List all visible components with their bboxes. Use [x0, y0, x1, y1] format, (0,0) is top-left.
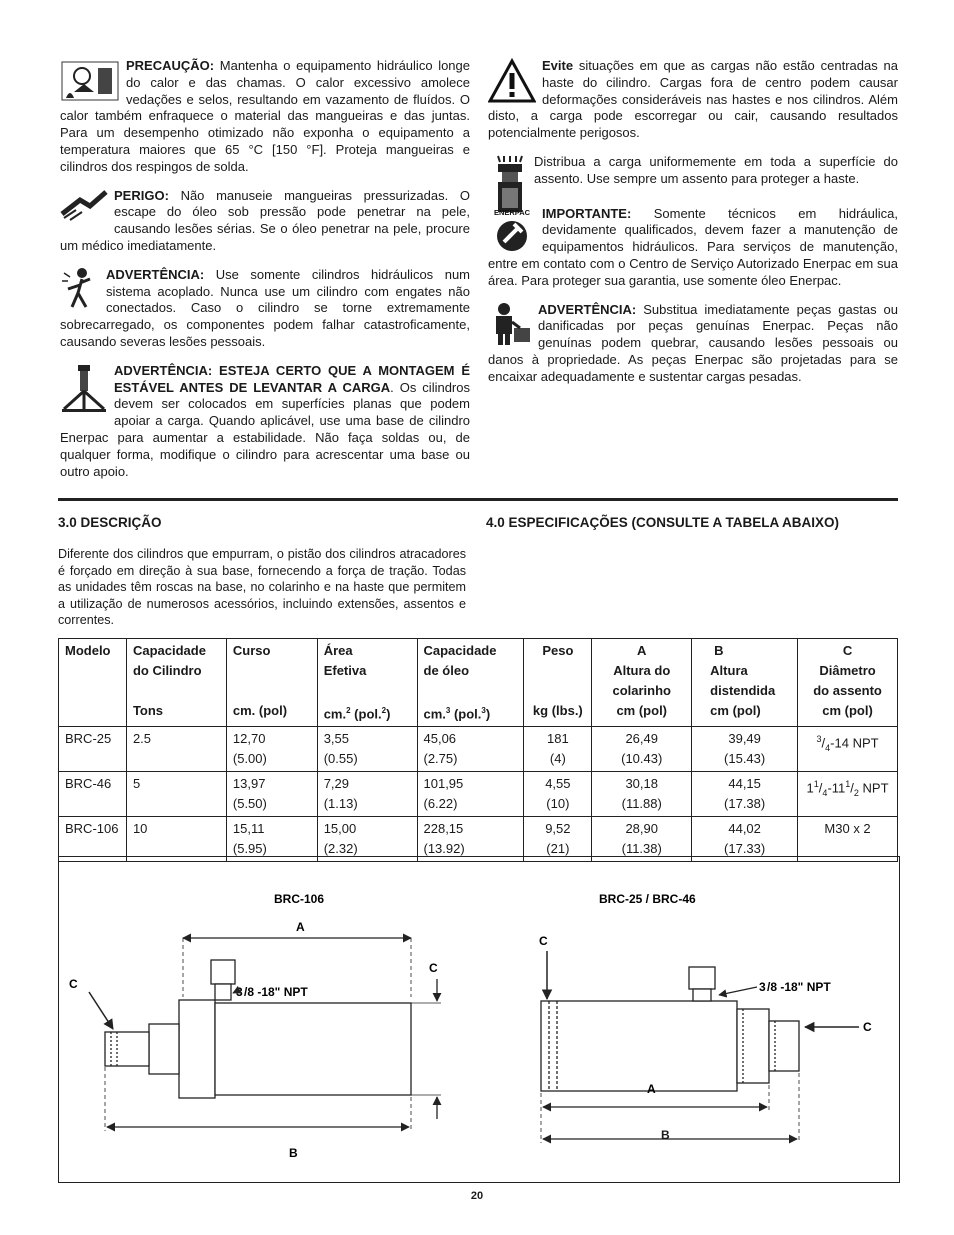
stroke-cm: 12,70 — [232, 731, 266, 747]
section-3-body: Diferente dos cilindros que empurram, o pistão dos cilindros atracadores é forçado em direção à sua base, fornecendo a força de tração. Todas as unidades têm roscas na base, no colarinho e na haste que permitem a utilização de numerosos acessórios, incluindo extensões, assentos e correntes. — [58, 547, 466, 628]
weight-kg: 9,52 — [545, 821, 571, 837]
b-in: (17.33) — [724, 841, 766, 857]
header-modelo: Modelo — [59, 639, 127, 727]
section-specifications — [486, 514, 866, 532]
a-cm: 28,90 — [625, 821, 658, 837]
c-cell: M30 x 2 — [824, 821, 871, 837]
heat-warning-icon — [60, 58, 120, 104]
header-a: A Altura do colarinho cm (pol) — [592, 639, 692, 727]
b-in: (17.38) — [724, 796, 766, 812]
parts-warning-label: ADVERTÊNCIA: — [538, 301, 637, 317]
area-in: (2.32) — [323, 841, 358, 857]
parts-warning-text: Substitua imediatamente peças gastas ou danificadas por peças genuínas Enerpac. Peças não genuínas podem quebrar, causando lesões pessoais ou danos à propriedade. As peças Enerpac são projetadas para se encaixar adequadamente e sustentar cargas pesadas. — [488, 301, 898, 384]
brc-106-title: BRC-106 — [274, 892, 325, 906]
header-capacidade: Capacidade do Cilindro Tons — [126, 639, 226, 727]
dim-c-label-right-top: C — [539, 934, 548, 948]
area-cm: 15,00 — [323, 821, 357, 837]
brc-25-46-title: BRC-25 / BRC-46 — [599, 892, 696, 906]
section-4-title: 4.0 ESPECIFICAÇÕES (CONSULTE A TABELA ABAIXO) — [486, 515, 840, 530]
table-header-row — [59, 639, 898, 727]
dim-a-label-left: A — [296, 920, 305, 934]
left-column — [60, 58, 470, 492]
stroke-in: (5.50) — [232, 796, 267, 812]
b-cm: 44,02 — [728, 821, 761, 837]
coupler-warning-text: Use somente cilindros hidráulicos num sistema acoplado. Nunca use um cilindro com engates não conectados. Caso o cilindro se torne extremamente sobrecarregado, os componentes podem falhar catastroficamente, causando severas lesões pessoais. — [60, 266, 470, 349]
stroke-cm: 13,97 — [232, 776, 266, 792]
header-curso: Curso cm. (pol) — [226, 639, 317, 727]
danger-label: PERIGO: — [114, 187, 169, 203]
a-cm: 30,18 — [625, 776, 658, 792]
mechanic-icon — [488, 302, 532, 346]
stability-warning-label: ADVERTÊNCIA: ESTEJA CERTO QUE A MONTAGEM É ESTÁVEL ANTES DE LEVANTAR A CARGA — [114, 362, 470, 395]
stroke-cm: 15,11 — [232, 821, 265, 837]
header-peso: Peso kg (lbs.) — [524, 639, 592, 727]
area-cm: 7,29 — [323, 776, 350, 792]
cylinder-diagram-box — [58, 856, 900, 1183]
c-cell: $^3/_4-14$ NPT — [816, 734, 879, 754]
important-paragraph — [488, 206, 898, 290]
oil-in: (6.22) — [423, 796, 458, 812]
section-divider — [58, 498, 898, 501]
brc-106-cylinder — [105, 960, 411, 1098]
area-in: (0.55) — [323, 751, 358, 767]
cylinder-diagram — [59, 857, 899, 1182]
a-in: (11.88) — [621, 796, 662, 812]
dim-c-label-left-stud: C — [69, 977, 78, 991]
npt-label-right: /8 -18" NPT — [767, 980, 831, 994]
coupler-warning-label: ADVERTÊNCIA: — [106, 266, 205, 282]
oil-cm: 228,15 — [423, 821, 464, 837]
b-in: (15.43) — [724, 751, 766, 767]
npt-num-right: 3 — [759, 980, 766, 994]
b-cm: 44,15 — [728, 776, 761, 792]
a-in: (10.43) — [621, 751, 663, 767]
npt-label-left: /8 -18" NPT — [244, 985, 308, 999]
stability-warning-paragraph — [60, 363, 470, 481]
offcenter-warning-paragraph — [488, 58, 898, 142]
header-c: C Diâmetro do assento cm (pol) — [798, 639, 898, 727]
caution-text: Mantenha o equipamento hidráulico longe do calor e das chamas. O calor excessivo amolece vedações e selos, resultando em vazamento de fluídos. O calor também enfraquece o material das mangueiras e das juntas. Para um desempenho otimizado não exponha o equipamento a temperatura maiores que 65 °C [150 °F]. Proteja mangueiras e cilindros dos respingos de solda. — [60, 58, 470, 174]
saddle-text: Distribua a carga uniformemente em toda a superfície do assento. Use sempre um assento para proteger a haste. — [534, 153, 898, 186]
dim-b-label-left: B — [289, 1146, 298, 1160]
hose-injection-icon — [60, 188, 108, 222]
important-text: Somente técnicos em hidráulica, devidamente qualificados, devem fazer a manutenção de equipamentos hidráulicos. Para serviços de manutenção, entre em contato com o Centro de Serviço Autorizado Enerpac em sua área. Para proteger sua garantia, use somente óleo Enerpac. — [488, 205, 898, 288]
stability-warning-text: . Os cilindros devem ser colocados em superfícies planas que podem apoiar a carga. Quando aplicável, use uma base de cilindro Enerpac para aumentar a estabilidade. Não faça soldas ou, de qualquer forma, modifique o cilindro para acrescentar uma base ou outro apoio. — [60, 379, 470, 479]
weight-kg: 4,55 — [545, 776, 571, 792]
danger-text: Não manuseie mangueiras pressurizadas. O escape do óleo sob pressão pode penetrar na pele, causando lesões sérias. Se o óleo penetrar na pele, procure um médico imediatamente. — [60, 187, 470, 253]
parts-warning-paragraph — [488, 302, 898, 386]
danger-paragraph — [60, 188, 470, 255]
stable-setup-icon — [60, 363, 108, 413]
a-cm: 26,49 — [625, 731, 658, 747]
dim-b-right-label: B — [661, 1128, 670, 1142]
capacity-cell: 2.5 — [132, 731, 152, 747]
dim-c-label-left-body: C — [429, 961, 438, 975]
warning-triangle-icon — [488, 58, 536, 104]
spec-table — [58, 638, 898, 862]
offcenter-warning-label: Evite — [542, 58, 574, 73]
stroke-in: (5.00) — [232, 751, 267, 767]
table-row — [59, 727, 898, 772]
right-column — [488, 58, 898, 398]
section-3-title: 3.0 DESCRIÇÃO — [58, 515, 162, 530]
enerpac-logo: ENERPAC — [493, 207, 531, 217]
weight-lbs: (21) — [546, 841, 570, 857]
oil-in: (2.75) — [423, 751, 458, 767]
modelo-cell: BRC-46 — [65, 776, 112, 792]
weight-lbs: (10) — [546, 796, 570, 812]
b-cm: 39,49 — [728, 731, 761, 747]
oil-cm: 101,95 — [423, 776, 464, 792]
stroke-in: (5.95) — [232, 841, 267, 857]
oil-in: (13.92) — [423, 841, 465, 857]
page-number: 20 — [470, 1190, 484, 1202]
modelo-cell: BRC-106 — [65, 821, 119, 837]
area-cm: 3,55 — [323, 731, 350, 747]
oil-cm: 45,06 — [423, 731, 457, 747]
weight-lbs: (4) — [549, 751, 566, 767]
caution-paragraph — [60, 58, 470, 176]
header-b: B Altura distendida cm (pol) — [692, 639, 798, 727]
capacity-cell: 5 — [132, 776, 141, 792]
offcenter-warning-text: situações em que as cargas não estão centradas na haste do cilindro. Cargas fora de centro podem causar deformações consideráveis nas hastes e nos cilindros. Além disto, a carga pode escorregar ou cair, causando resultados potencialmente perigosos. — [488, 58, 898, 141]
dim-c-label-right-stud: C — [863, 1020, 872, 1034]
dim-a-label-right: A — [647, 1082, 656, 1096]
capacity-cell: 10 — [132, 821, 148, 837]
weight-kg: 181 — [547, 731, 569, 747]
saddle-paragraph — [488, 154, 898, 188]
important-label: IMPORTANTE: — [542, 205, 632, 221]
table-row — [59, 772, 898, 817]
enerpac-service-icon — [488, 206, 536, 254]
a-in: (11.38) — [621, 841, 662, 857]
coupler-warning-paragraph — [60, 267, 470, 351]
header-area: Área Efetiva cm.$^2$ (pol.$^2$) — [317, 639, 417, 727]
caution-label: PRECAUÇÃO: — [126, 58, 215, 73]
c-cell: $1^1/_4-11^1/_2$ NPT — [806, 779, 889, 799]
npt-num-left: 3 — [236, 985, 243, 999]
header-oleo: Capacidade de óleo cm.$^3$ (pol.$^3$) — [417, 639, 524, 727]
section-description — [58, 514, 466, 629]
modelo-cell: BRC-25 — [65, 731, 112, 747]
person-injury-icon — [60, 267, 100, 309]
area-in: (1.13) — [323, 796, 358, 812]
